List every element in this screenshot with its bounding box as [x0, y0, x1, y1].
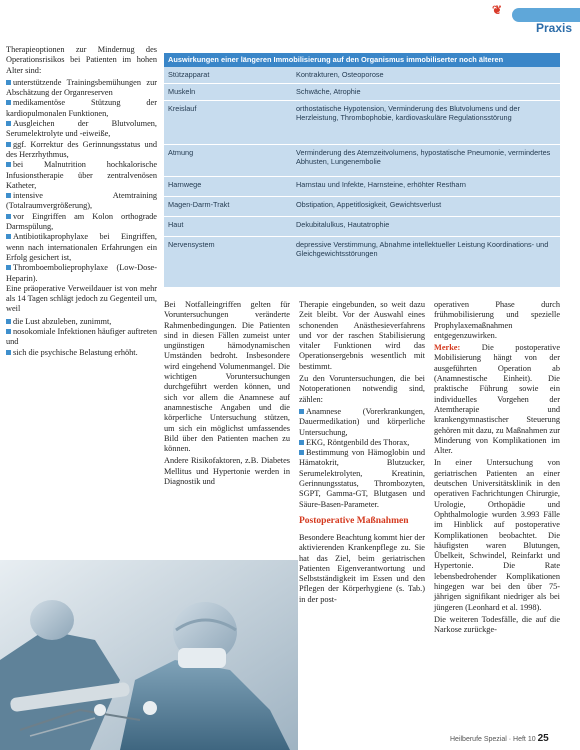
- bullet-icon: [6, 100, 11, 105]
- row-value: Verminderung des Atemzeitvolumens, hypostatische Pneumonie, vermindertes Abhusten, Lungenembolie: [296, 148, 551, 166]
- col4-merke: Merke: Die postoperative Mobilisierung hängt von der ausgeführten Operation ab (Anamnestische Einheit). Die praktische Führung sowie ein individuelles Vorgehen der Atemtherapie und krankengymnastischer Steuerung gehören mit dazu, zu Maßnahmen zur Minderung von Komplikationen im Alter.: [434, 343, 560, 456]
- list-item: Ausgleichen der Blutvolumen, Serumelektrolyte und -eiweiße,: [6, 119, 157, 139]
- column-1: [6, 45, 157, 358]
- column-2: [164, 300, 290, 489]
- col3-paragraph: Besondere Beachtung kommt hier der aktivierenden Krankenpflege zu. Sie hat das Ziel, beim geriatrischen Patienten Eigenverantwortung und Selbstständigkeit im Essen und den Pflegen der Körperhygiene (s. Tab.) in der post-: [299, 532, 425, 604]
- col3-paragraph: Zu den Voruntersuchungen, die bei Notoperationen notwendig sind, zählen:: [299, 374, 425, 404]
- row-value: Kontrakturen, Osteoporose: [296, 70, 384, 79]
- row-value: Harnstau und Infekte, Harnsteine, erhöhter Restharn: [296, 180, 466, 189]
- table-row: [164, 237, 560, 285]
- row-label: Haut: [168, 220, 184, 229]
- col4-paragraph: In einer Untersuchung von geriatrischen Patienten an einer deutschen Universitätsklinik in den operativen Fachrichtungen Chirurgie, Urologie, Orthopädie und Ophthalmologie wurden 3.993 Fälle im Hinblick auf postoperative Komplikationen beobachtet. Die häufigsten waren Blutungen, Übelkeit, Schwindel, Reinfarkt und Hypertonie. Die Rate lebensbedrohender Komplikationen hingegen war bei den über 75-jährigen signifikant niedriger als bei jüngeren (Leonhard et al. 1998).: [434, 458, 560, 612]
- row-value: Dekubitalulkus, Hautatrophie: [296, 220, 390, 229]
- table-row: [164, 177, 560, 197]
- row-value: orthostatische Hypotension, Verminderung des Blutvolumens und der Herzleistung, Thrombophobie, kardiovaskuläre Regulationsstörung: [296, 104, 520, 122]
- bullet-icon: [6, 80, 11, 85]
- bullet-icon: [6, 329, 11, 334]
- bullet-icon: [6, 121, 11, 126]
- list-item: EKG, Röntgenbild des Thorax,: [299, 438, 425, 448]
- row-value: Schwäche, Atrophie: [296, 87, 361, 96]
- column-3: [299, 300, 425, 607]
- table-row: [164, 84, 560, 101]
- col3-paragraph: Therapie eingebunden, so weit dazu Zeit bleibt. Vor der Auswahl eines schonenden Anästhesieverfahrens und vor der raschen Stabilisierung vitaler Funktionen wird das Operationsergebnis wesentlich mit bestimmt.: [299, 300, 425, 371]
- bullet-icon: [299, 440, 304, 445]
- table-row: [164, 101, 560, 145]
- list-item: Bestimmung von Hämoglobin und Hämatokrit, Blutzucker, Serumelektrolyten, Kreatinin, Gerinnungsstatus, Thrombozyten, SGPT, Gamma-GT, Blutgasen und Säure-Basen-Parameter.: [299, 448, 425, 509]
- list-item: die Lust abzuleben, zunimmt,: [6, 317, 157, 327]
- row-label: Kreislauf: [168, 104, 197, 113]
- page-header: [0, 0, 580, 40]
- list-item: Thromboembolieprophylaxe (Low-Dose-Heparin).: [6, 263, 157, 283]
- bullet-icon: [299, 450, 304, 455]
- table-row: [164, 67, 560, 84]
- bullet-icon: [6, 142, 11, 147]
- list-item: bei Malnutrition hochkalorische Infusionstherapie über zentralvenösen Katheter,: [6, 160, 157, 190]
- page-number: 25: [537, 733, 549, 744]
- column-4: [434, 300, 560, 638]
- bullet-icon: [6, 214, 11, 219]
- table-row: [164, 145, 560, 177]
- bullet-icon: [6, 162, 11, 167]
- bullet-icon: [6, 350, 11, 355]
- col4-paragraph: operativen Phase durch frühmobilisierung und spezielle Prophylaxemaßnahmen entgegenzuwirken.: [434, 300, 560, 340]
- bullet-icon: [299, 409, 304, 414]
- bullet-icon: [6, 234, 11, 239]
- logo-icon: ❦: [492, 3, 503, 17]
- list-item: medikamentöse Stützung der kardiopulmonalen Funktionen,: [6, 98, 157, 118]
- col2-paragraph: Andere Risikofaktoren, z.B. Diabetes Mellitus und Hypertonie werden in Diagnostik und: [164, 456, 290, 487]
- row-label: Harnwege: [168, 180, 202, 189]
- row-label: Stützapparat: [168, 70, 210, 79]
- col2-paragraph: Bei Notfalleingriffen gelten für Voruntersuchungen veränderte Rahmenbedingungen. Die Patienten sind in diesen Fällen zumeist unter ungünstigen hämodynamischen Umständen bedroht. Insbesondere wird eingehend Volumenmangel. Die wichtigen Voruntersuchungen durchgeführt werden können, und sich vor allem die Anamnese auf anamnestische Angaben und die körperliche Untersuchung stützen, um sich ein möglichst umfassendes Bild über den Patienten machen zu können.: [164, 300, 290, 454]
- section-heading: Postoperative Maßnahmen: [299, 515, 409, 526]
- list-item: intensive Atemtraining (Totalraumvergrößerung),: [6, 191, 157, 211]
- col1-intro: Therapieoptionen zur Mindernug des Operationsrisikos bei Patienten im hohen Alter sind:: [6, 45, 157, 75]
- table-row: [164, 217, 560, 237]
- row-label: Magen-Darm-Trakt: [168, 200, 230, 209]
- bullet-icon: [6, 319, 11, 324]
- row-value: depressive Verstimmung, Abnahme intellektueller Leistung Koordinations- und Gleichgewichtsstörungen: [296, 240, 549, 258]
- section-tab: [512, 8, 580, 22]
- row-label: Nervensystem: [168, 240, 215, 249]
- row-label: Atmung: [168, 148, 194, 157]
- page-footer: [450, 733, 549, 744]
- bullet-icon: [6, 193, 11, 198]
- table-title: Auswirkungen einer längeren Immobilisierung auf den Organismus immobiliserter noch älteren: [164, 53, 560, 67]
- list-item: unterstützende Trainingsbemühungen zur Abschätzung der Organreserven: [6, 77, 157, 98]
- list-item: vor Eingriffen am Kolon orthograde Darmspülung,: [6, 211, 157, 232]
- section-title: Praxis: [535, 21, 572, 35]
- list-item: Antibiotikaprophylaxe bei Eingriffen, wenn nach internationalen Erfahrungen ein Erfolg gesichert ist,: [6, 232, 157, 262]
- list-item: Anamnese (Vorerkrankungen, Dauermedikation) und körperliche Untersuchung,: [299, 406, 425, 437]
- journal-name: Heilberufe Spezial · Heft 10: [450, 736, 536, 743]
- surgery-photo-art: [0, 560, 298, 750]
- row-label: Muskeln: [168, 87, 196, 96]
- bullet-icon: [6, 265, 11, 270]
- list-item: ggf. Korrektur des Gerinnungsstatus und des Herzrhythmus,: [6, 139, 157, 159]
- row-value: Obstipation, Appetitlosigkeit, Gewichtsverlust: [296, 200, 442, 209]
- table-row: [164, 197, 560, 217]
- col4-paragraph: Die weiteren Todesfälle, die auf die Narkose zurückge-: [434, 614, 560, 635]
- col1-mid: Eine präoperative Verweildauer ist von mehr als 14 Tagen schlägt jedoch zu Gegenteil um, weil: [6, 283, 157, 314]
- list-item: nosokomiale Infektionen häufiger auftreten und: [6, 327, 157, 347]
- merke-label: Merke:: [434, 343, 461, 353]
- immobilization-table: [164, 53, 560, 287]
- surgery-photo: [0, 560, 298, 750]
- list-item: sich die psychische Belastung erhöht.: [6, 348, 157, 358]
